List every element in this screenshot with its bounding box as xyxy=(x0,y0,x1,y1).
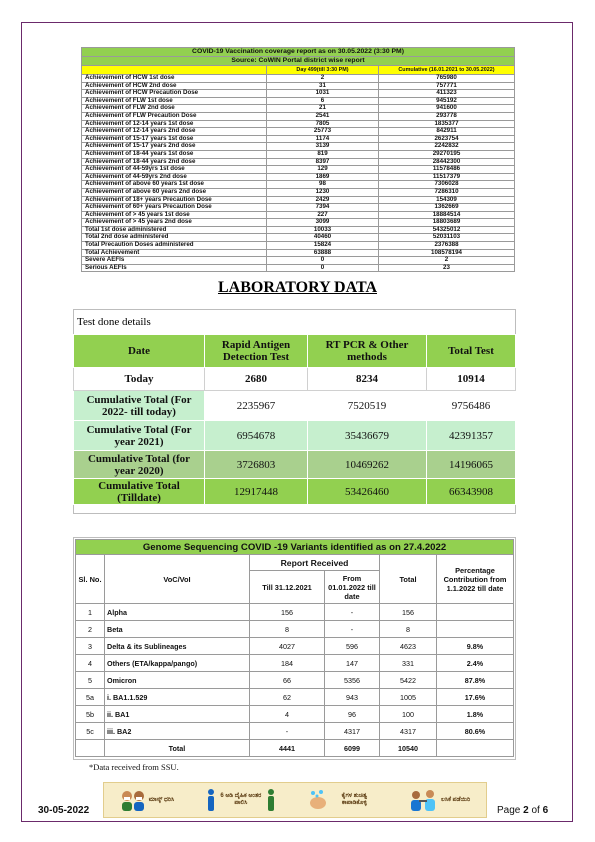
vaccination-cumulative-value: 108578194 xyxy=(379,249,515,257)
vaccination-row-label: Total 2nd dose administered xyxy=(82,234,267,242)
lab-row xyxy=(74,479,516,505)
vaccination-row xyxy=(82,112,515,120)
lab-row xyxy=(74,421,516,451)
lab-cell: 10469262 xyxy=(308,451,427,479)
vaccination-row-label: Total Precaution Doses administered xyxy=(82,242,267,250)
genome-h-voc: VoC/VoI xyxy=(105,555,250,604)
vaccination-day-value: 819 xyxy=(267,150,379,158)
genome-slno: 4 xyxy=(76,655,105,672)
vaccination-cumulative-value: 52031103 xyxy=(379,234,515,242)
vaccination-row xyxy=(82,75,515,83)
genome-pct: 9.8% xyxy=(437,638,514,655)
lab-row-today xyxy=(74,368,516,391)
genome-h-from: From 01.01.2022 till date xyxy=(325,571,380,604)
vaccination-cumulative-value: 411323 xyxy=(379,90,515,98)
vaccination-cumulative-value: 2623754 xyxy=(379,135,515,143)
vaccination-row-label: Achievement of 12-14 years 2nd dose xyxy=(82,128,267,136)
genome-till: - xyxy=(250,723,325,740)
genome-variant: ii. BA1 xyxy=(105,706,250,723)
vaccination-cumulative-value: 7306028 xyxy=(379,181,515,189)
lab-row-label: Cumulative Total (Tilldate) xyxy=(74,479,205,505)
genome-from: 596 xyxy=(325,638,380,655)
genome-variant: i. BA1.1.529 xyxy=(105,689,250,706)
genome-row xyxy=(76,638,514,655)
footnote: *Data received from SSU. xyxy=(89,762,179,772)
genome-till: 66 xyxy=(250,672,325,689)
vaccination-cumulative-value: 23 xyxy=(379,264,515,272)
page-number xyxy=(497,805,548,816)
vaccination-day-value: 1031 xyxy=(267,90,379,98)
banner-mask xyxy=(120,788,174,812)
vaccination-day-value: 8397 xyxy=(267,158,379,166)
vaccination-subtitle: Source: CoWIN Portal district wise report xyxy=(82,57,515,66)
vaccination-day-value: 1174 xyxy=(267,135,379,143)
banner-distance-text: 6 ಅಡಿ ದೈಹಿಕ ಅಂತರ ಪಾಲಿಸಿ xyxy=(220,793,262,806)
genome-pct: 80.6% xyxy=(437,723,514,740)
footer-date: 30-05-2022 xyxy=(38,805,90,816)
genome-till: 4 xyxy=(250,706,325,723)
genome-total: 4623 xyxy=(380,638,437,655)
vaccination-cumulative-value: 11517379 xyxy=(379,173,515,181)
lab-header-total: Total Test xyxy=(427,335,516,368)
vaccination-cumulative-value: 28442300 xyxy=(379,158,515,166)
lab-table xyxy=(73,334,516,505)
vaccination-row xyxy=(82,188,515,196)
vaccination-cumulative-value: 7286310 xyxy=(379,188,515,196)
genome-total: 156 xyxy=(380,604,437,621)
genome-slno: 1 xyxy=(76,604,105,621)
lab-row-label: Cumulative Total (For year 2021) xyxy=(74,421,205,451)
genome-from: 147 xyxy=(325,655,380,672)
vaccination-row-label: Achievement of 18+ years Precaution Dose xyxy=(82,196,267,204)
vaccination-cumulative-value: 842911 xyxy=(379,128,515,136)
genome-till: 156 xyxy=(250,604,325,621)
genome-variant: Omicron xyxy=(105,672,250,689)
vaccination-row-label: Achievement of HCW 2nd dose xyxy=(82,82,267,90)
genome-total-row xyxy=(76,740,514,757)
vaccination-row-label: Achievement of 18-44 years 2nd dose xyxy=(82,158,267,166)
genome-h-till: Till 31.12.2021 xyxy=(250,571,325,604)
vaccination-row-label: Serious AEFIs xyxy=(82,264,267,272)
banner-vaccine xyxy=(408,788,470,812)
lab-header-rat: Rapid Antigen Detection Test xyxy=(205,335,308,368)
genome-from: 5356 xyxy=(325,672,380,689)
vaccination-cumulative-value: 1835377 xyxy=(379,120,515,128)
genome-total-label: Total xyxy=(105,740,250,757)
genome-pct xyxy=(437,621,514,638)
vaccination-cumulative-value: 2376388 xyxy=(379,242,515,250)
page-of: of xyxy=(528,805,543,816)
genome-till: 4027 xyxy=(250,638,325,655)
vaccination-day-value: 63888 xyxy=(267,249,379,257)
lab-cell: 35436679 xyxy=(308,421,427,451)
genome-variant: Beta xyxy=(105,621,250,638)
lab-cell: 2235967 xyxy=(205,391,308,421)
genome-total-pct-blank xyxy=(437,740,514,757)
vaccination-day-value: 7394 xyxy=(267,204,379,212)
genome-till: 62 xyxy=(250,689,325,706)
genome-total-till: 4441 xyxy=(250,740,325,757)
lab-cell: 12917448 xyxy=(205,479,308,505)
vaccination-day-value: 10033 xyxy=(267,226,379,234)
banner-hands xyxy=(307,788,376,812)
vaccination-row-label: Achievement of > 45 years 1st dose xyxy=(82,211,267,219)
genome-total: 100 xyxy=(380,706,437,723)
lab-cell: 6954678 xyxy=(205,421,308,451)
vaccination-row-label: Achievement of 15-17 years 2nd dose xyxy=(82,143,267,151)
header-day: Day 499(till 3:30 PM) xyxy=(267,66,379,75)
banner-distance xyxy=(206,788,276,812)
vaccination-day-value: 31 xyxy=(267,82,379,90)
genome-title: Genome Sequencing COVID -19 Variants identified as on 27.4.2022 xyxy=(76,540,514,555)
lab-row xyxy=(74,451,516,479)
lab-row-label: Cumulative Total (for year 2020) xyxy=(74,451,205,479)
vaccination-row-label: Achievement of FLW 2nd dose xyxy=(82,105,267,113)
person-icon xyxy=(266,788,276,812)
lab-cell: 14196065 xyxy=(427,451,516,479)
lab-cell: 66343908 xyxy=(427,479,516,505)
vaccination-row-label: Achievement of 60+ years Precaution Dose xyxy=(82,204,267,212)
vaccination-day-value: 0 xyxy=(267,257,379,265)
vaccination-day-value: 1869 xyxy=(267,173,379,181)
genome-slno: 5b xyxy=(76,706,105,723)
genome-row xyxy=(76,706,514,723)
vaccination-day-value: 227 xyxy=(267,211,379,219)
genome-variant: Others (ETA/kappa/pango) xyxy=(105,655,250,672)
genome-pct: 2.4% xyxy=(437,655,514,672)
genome-slno: 3 xyxy=(76,638,105,655)
lab-caption: Test done details xyxy=(77,316,151,328)
vaccination-day-value: 7805 xyxy=(267,120,379,128)
vaccination-cumulative-value: 945192 xyxy=(379,97,515,105)
genome-pct: 87.8% xyxy=(437,672,514,689)
genome-from: - xyxy=(325,621,380,638)
vaccine-icon xyxy=(408,788,438,812)
vaccination-cumulative-value: 11578486 xyxy=(379,166,515,174)
vaccination-row xyxy=(82,264,515,272)
genome-total: 1005 xyxy=(380,689,437,706)
vaccination-table xyxy=(81,47,515,272)
page-current: 2 xyxy=(523,805,529,816)
banner-mask-text: ಮಾಸ್ಕ್ ಧರಿಸಿ xyxy=(148,796,175,803)
vaccination-day-value: 1230 xyxy=(267,188,379,196)
vaccination-cumulative-value: 54325012 xyxy=(379,226,515,234)
vaccination-day-value: 129 xyxy=(267,166,379,174)
genome-h-slno: Sl. No. xyxy=(76,555,105,604)
genome-total: 4317 xyxy=(380,723,437,740)
lab-section-title: LABORATORY DATA xyxy=(217,279,377,296)
lab-cell: 8234 xyxy=(308,368,427,391)
genome-slno: 5c xyxy=(76,723,105,740)
vaccination-cumulative-value: 757771 xyxy=(379,82,515,90)
vaccination-cumulative-value: 765980 xyxy=(379,75,515,83)
genome-pct: 1.8% xyxy=(437,706,514,723)
page-total: 6 xyxy=(542,805,549,816)
header-cumulative: Cumulative (16.01.2021 to 30.05.2022) xyxy=(379,66,515,75)
genome-slno: 5a xyxy=(76,689,105,706)
genome-from: - xyxy=(325,604,380,621)
vaccination-row-label: Achievement of HCW 1st dose xyxy=(82,75,267,83)
genome-row xyxy=(76,604,514,621)
lab-cell: 7520519 xyxy=(308,391,427,421)
vaccination-row-label: Achievement of FLW 1st dose xyxy=(82,97,267,105)
banner-vaccine-text: ಲಸಿಕೆ ಪಡೆಯಿರಿ xyxy=(441,796,471,803)
lab-cell: 2680 xyxy=(205,368,308,391)
vaccination-day-value: 2 xyxy=(267,75,379,83)
vaccination-cumulative-value: 2 xyxy=(379,257,515,265)
genome-from: 4317 xyxy=(325,723,380,740)
lab-row-label: Today xyxy=(74,368,205,391)
page-prefix: Page xyxy=(497,805,524,816)
lab-cell: 42391357 xyxy=(427,421,516,451)
vaccination-cumulative-value: 293778 xyxy=(379,112,515,120)
genome-total-from: 6099 xyxy=(325,740,380,757)
lab-header-rtpcr: RT PCR & Other methods xyxy=(308,335,427,368)
vaccination-row-label: Achievement of 44-59yrs 2nd dose xyxy=(82,173,267,181)
vaccination-row-label: Achievement of FLW Precaution Dose xyxy=(82,112,267,120)
vaccination-cumulative-value: 941600 xyxy=(379,105,515,113)
genome-slno: 5 xyxy=(76,672,105,689)
vaccination-cumulative-value: 29270195 xyxy=(379,150,515,158)
vaccination-cumulative-value: 2242832 xyxy=(379,143,515,151)
vaccination-row-label: Severe AEFIs xyxy=(82,257,267,265)
mask-icon xyxy=(120,788,146,812)
genome-variant: iii. BA2 xyxy=(105,723,250,740)
genome-variant: Delta & its Sublineages xyxy=(105,638,250,655)
vaccination-row-label: Achievement of above 60 years 1st dose xyxy=(82,181,267,189)
vaccination-cumulative-value: 18884514 xyxy=(379,211,515,219)
genome-pct xyxy=(437,604,514,621)
genome-row xyxy=(76,655,514,672)
vaccination-row-label: Achievement of HCW Precaution Dose xyxy=(82,90,267,98)
person-icon xyxy=(206,788,216,812)
vaccination-day-value: 25773 xyxy=(267,128,379,136)
vaccination-day-value: 15824 xyxy=(267,242,379,250)
banner-hands-text: ಕೈಗಳ ಶುಚಿತ್ವ ಕಾಪಾಡಿಕೊಳ್ಳಿ xyxy=(341,793,368,806)
safety-banner xyxy=(103,782,487,818)
vaccination-row-label: Achievement of > 45 years 2nd dose xyxy=(82,219,267,227)
vaccination-day-value: 2429 xyxy=(267,196,379,204)
lab-header-date: Date xyxy=(74,335,205,368)
vaccination-row-label: Total Achievement xyxy=(82,249,267,257)
vaccination-row-label: Achievement of 15-17 years 1st dose xyxy=(82,135,267,143)
genome-till: 8 xyxy=(250,621,325,638)
lab-row-label: Cumulative Total (For 2022- till today) xyxy=(74,391,205,421)
vaccination-day-value: 2541 xyxy=(267,112,379,120)
vaccination-cumulative-value: 154309 xyxy=(379,196,515,204)
vaccination-day-value: 21 xyxy=(267,105,379,113)
vaccination-row xyxy=(82,249,515,257)
genome-total: 8 xyxy=(380,621,437,638)
vaccination-row-label: Achievement of 18-44 years 1st dose xyxy=(82,150,267,158)
vaccination-day-value: 40460 xyxy=(267,234,379,242)
genome-variant: Alpha xyxy=(105,604,250,621)
genome-total: 5422 xyxy=(380,672,437,689)
vaccination-row-label: Achievement of 44-59yrs 1st dose xyxy=(82,166,267,174)
vaccination-row-label: Achievement of above 60 years 2nd dose xyxy=(82,188,267,196)
lab-row xyxy=(74,391,516,421)
genome-row xyxy=(76,689,514,706)
genome-from: 96 xyxy=(325,706,380,723)
vaccination-day-value: 3139 xyxy=(267,143,379,151)
genome-total: 331 xyxy=(380,655,437,672)
genome-h-pct: Percentage Contribution from 1.1.2022 till date xyxy=(437,555,514,604)
vaccination-title: COVID-19 Vaccination coverage report as on 30.05.2022 (3:30 PM) xyxy=(82,48,515,57)
genome-row xyxy=(76,672,514,689)
vaccination-day-value: 98 xyxy=(267,181,379,189)
lab-cell: 53426460 xyxy=(308,479,427,505)
genome-h-total: Total xyxy=(380,555,437,604)
genome-total-total: 10540 xyxy=(380,740,437,757)
vaccination-cumulative-value: 18803689 xyxy=(379,219,515,227)
vaccination-row-label: Total 1st dose administered xyxy=(82,226,267,234)
genome-table xyxy=(75,539,514,757)
genome-row xyxy=(76,723,514,740)
lab-cell: 3726803 xyxy=(205,451,308,479)
vaccination-day-value: 3099 xyxy=(267,219,379,227)
genome-slno: 2 xyxy=(76,621,105,638)
lab-cell: 9756486 xyxy=(427,391,516,421)
genome-till: 184 xyxy=(250,655,325,672)
vaccination-cumulative-value: 1362669 xyxy=(379,204,515,212)
vaccination-row-label: Achievement of 12-14 years 1st dose xyxy=(82,120,267,128)
vaccination-day-value: 0 xyxy=(267,264,379,272)
genome-from: 943 xyxy=(325,689,380,706)
genome-pct: 17.6% xyxy=(437,689,514,706)
vaccination-day-value: 6 xyxy=(267,97,379,105)
handwash-icon xyxy=(307,788,329,812)
vaccination-row xyxy=(82,150,515,158)
genome-row xyxy=(76,621,514,638)
lab-cell: 10914 xyxy=(427,368,516,391)
genome-h-report: Report Received xyxy=(250,555,380,571)
genome-total-blank xyxy=(76,740,105,757)
